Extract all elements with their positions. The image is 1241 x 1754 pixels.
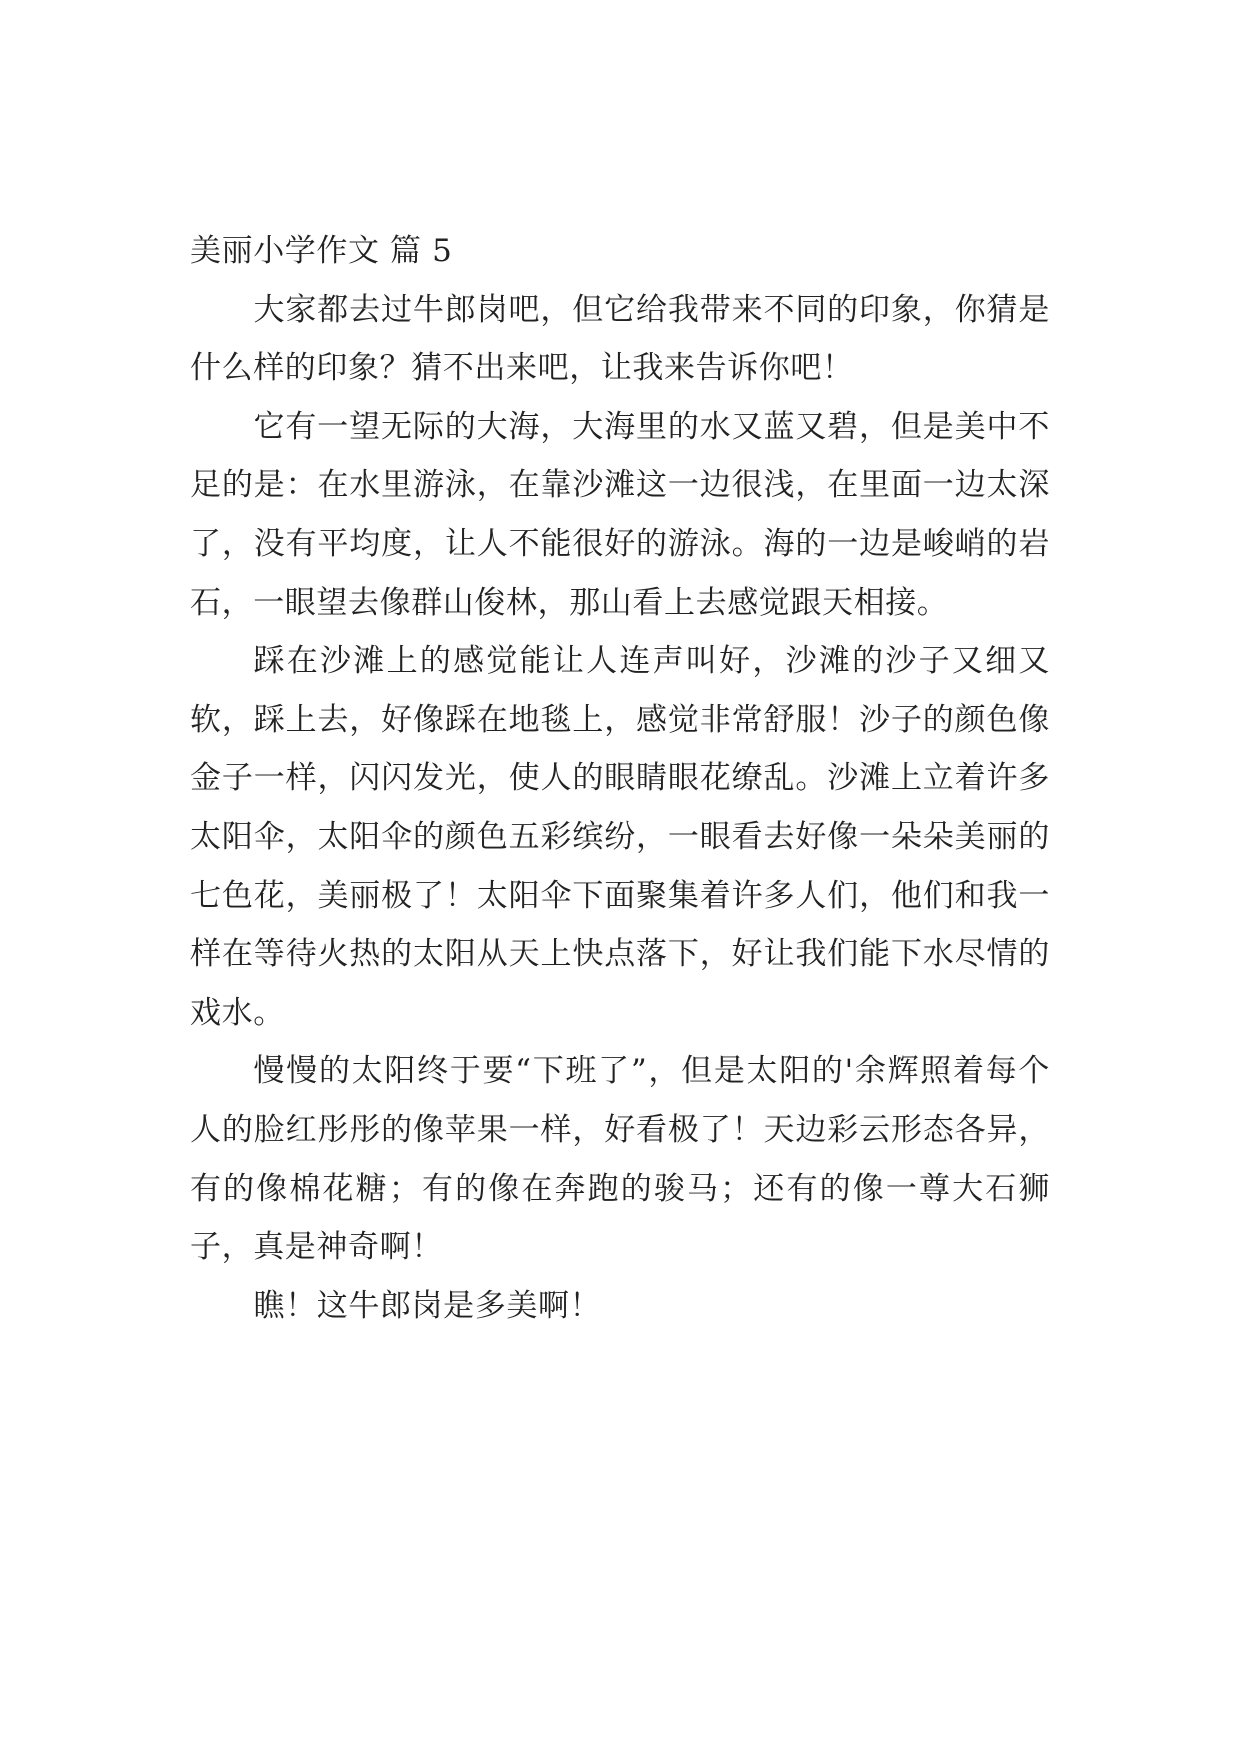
essay-paragraph-1: 大家都去过牛郎岗吧，但它给我带来不同的印象，你猜是什么样的印象？猜不出来吧，让我来告诉你吧！ <box>190 291 1050 387</box>
essay-paragraph-5: 瞧！这牛郎岗是多美啊！ <box>253 1287 602 1324</box>
essay-paragraph-4: 慢慢的太阳终于要“下班了”，但是太阳的'余辉照着每个人的脸红彤彤的像苹果一样，好看极了！天边彩云形态各异，有的像棉花糖；有的像在奔跑的骏马；还有的像一尊大石狮子，真是神奇啊！ <box>190 1053 1050 1266</box>
essay-title: 美丽小学作文 篇 5 <box>190 233 453 269</box>
essay-body <box>190 222 1050 1335</box>
essay-paragraph-3: 踩在沙滩上的感觉能让人连声叫好，沙滩的沙子又细又软，踩上去，好像踩在地毯上，感觉非常舒服！沙子的颜色像金子一样，闪闪发光，使人的眼睛眼花缭乱。沙滩上立着许多太阳伞，太阳伞的颜色五彩缤纷，一眼看去好像一朵朵美丽的七色花，美丽极了！太阳伞下面聚集着许多人们，他们和我一样在等待火热的太阳从天上快点落下，好让我们能下水尽情的戏水。 <box>190 643 1050 1031</box>
essay-paragraph-2: 它有一望无际的大海，大海里的水又蓝又碧，但是美中不足的是：在水里游泳，在靠沙滩这一边很浅，在里面一边太深了，没有平均度，让人不能很好的游泳。海的一边是峻峭的岩石，一眼望去像群山俊林，那山看上去感觉跟天相接。 <box>190 408 1050 621</box>
